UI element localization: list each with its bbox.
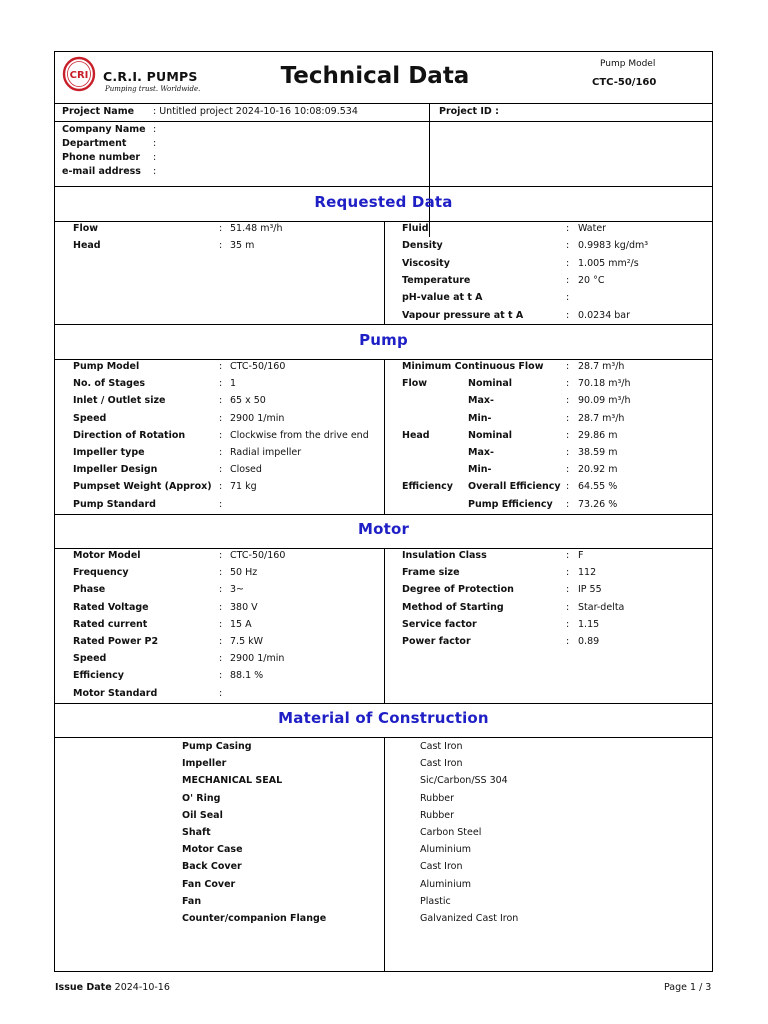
material-part: MECHANICAL SEAL: [182, 775, 283, 787]
motor-value: F: [578, 550, 584, 561]
pump-colon: :: [219, 481, 223, 493]
requested-label: Fluid: [402, 223, 429, 234]
material-value: Rubber: [420, 809, 455, 821]
motor-colon: :: [566, 584, 570, 596]
material-value: Plastic: [420, 895, 451, 907]
company-field-sep: :: [153, 166, 157, 177]
motor-colon: :: [566, 618, 570, 630]
requested-label: pH-value at t A: [402, 292, 483, 304]
project-name-value: : Untitled project 2024-10-16 10:08:09.534: [153, 106, 358, 117]
material-part: Shaft: [182, 827, 211, 838]
motor-value: 3~: [230, 584, 245, 596]
pump-colon: :: [566, 498, 570, 510]
pump-colon: :: [566, 464, 570, 476]
pump-colon: :: [566, 395, 570, 407]
motor-label: Insulation Class: [402, 550, 487, 561]
material-part: Impeller: [182, 758, 227, 770]
pump-value: 28.7 m³/h: [578, 361, 625, 372]
motor-colon: :: [219, 618, 223, 630]
pump-sub-label: Min-: [468, 464, 492, 476]
pump-colon: :: [566, 378, 570, 390]
cri-logo-icon: [61, 56, 97, 92]
pump-colon: :: [219, 498, 223, 510]
motor-label: Method of Starting: [402, 601, 504, 613]
pump-colon: :: [566, 481, 570, 493]
company-field-sep: :: [153, 152, 157, 163]
material-value: Sic/Carbon/SS 304: [420, 775, 508, 787]
pump-sub-label: Max-: [468, 395, 494, 407]
material-value: Aluminium: [420, 844, 471, 856]
requested-colon: :: [566, 292, 570, 304]
motor-colon: :: [219, 550, 223, 561]
company-field-label: Department: [62, 138, 127, 149]
requested-colon: :: [566, 223, 570, 234]
motor-value: 380 V: [230, 601, 258, 613]
section-title-motor: Motor: [357, 520, 410, 538]
requested-colon: :: [566, 240, 570, 252]
company-field-label: e-mail address: [62, 166, 141, 177]
pump-colon: :: [566, 412, 570, 424]
material-part: O' Ring: [182, 792, 221, 804]
material-part: Fan: [182, 895, 202, 907]
page-number: Page 1 / 3: [664, 982, 712, 993]
pump-sub-label: Nominal: [468, 429, 513, 441]
pump-colon: :: [219, 429, 223, 441]
motor-label: Rated Voltage: [73, 601, 149, 613]
motor-value: 15 A: [230, 618, 252, 630]
requested-value: 35 m: [230, 240, 255, 252]
requested-value: 1.005 mm²/s: [578, 257, 639, 269]
motor-colon: :: [219, 653, 223, 665]
page-title: Technical Data: [280, 63, 470, 89]
pump-sub-label: Min-: [468, 412, 492, 424]
motor-colon: :: [219, 601, 223, 613]
requested-colon: :: [566, 274, 570, 286]
requested-label: Head: [73, 240, 101, 252]
material-part: Fan Cover: [182, 878, 236, 890]
motor-label: Frequency: [73, 567, 129, 579]
motor-label: Efficiency: [73, 670, 125, 682]
brand-name: C.R.I. PUMPS: [103, 69, 198, 84]
brand-tagline: Pumping trust. Worldwide.: [105, 85, 201, 93]
section-title-pump: Pump: [359, 331, 408, 349]
section-title-requested: Requested Data: [314, 193, 453, 211]
pump-label: Inlet / Outlet size: [73, 395, 166, 407]
pump-model-value: CTC-50/160: [592, 77, 657, 88]
motor-value: 7.5 kW: [230, 636, 264, 647]
issue-date-label: Issue Date: [55, 982, 112, 993]
pump-value: Radial impeller: [230, 447, 302, 458]
requested-label: Flow: [73, 223, 99, 234]
motor-value: 0.89: [578, 636, 600, 647]
pump-sub-label: Pump Efficiency: [468, 498, 553, 510]
section-title-materials: Material of Construction: [278, 709, 489, 727]
company-field-sep: :: [153, 124, 157, 135]
motor-colon: :: [566, 567, 570, 579]
company-field-label: Company Name: [62, 124, 146, 135]
requested-label: Temperature: [402, 274, 471, 286]
pump-label: Impeller Design: [73, 464, 158, 476]
motor-label: Phase: [73, 584, 106, 596]
project-name-label: Project Name: [62, 106, 135, 117]
motor-label: Motor Standard: [73, 687, 158, 699]
material-part: Pump Casing: [182, 741, 252, 752]
requested-colon: :: [219, 240, 223, 252]
svg-text:CRI: CRI: [69, 70, 89, 81]
motor-label: Rated Power P2: [73, 636, 159, 647]
motor-label: Speed: [73, 653, 107, 665]
requested-value: Water: [578, 223, 607, 234]
material-part: Motor Case: [182, 844, 243, 856]
motor-colon: :: [566, 636, 570, 647]
pump-value: 90.09 m³/h: [578, 395, 631, 407]
material-value: Rubber: [420, 792, 455, 804]
pump-label: Pump Model: [73, 361, 140, 372]
material-value: Aluminium: [420, 878, 471, 890]
pump-colon: :: [219, 395, 223, 407]
company-field-sep: :: [153, 138, 157, 149]
motor-colon: :: [566, 550, 570, 561]
pump-sub-label: Nominal: [468, 378, 513, 390]
project-id-label: Project ID :: [439, 106, 499, 117]
pump-colon: :: [566, 429, 570, 441]
requested-label: Density: [402, 240, 443, 252]
pump-value: 28.7 m³/h: [578, 412, 625, 424]
motor-value: 2900 1/min: [230, 653, 285, 665]
requested-colon: :: [566, 257, 570, 269]
technical-data-sheet: [54, 51, 713, 972]
pump-label: Pumpset Weight (Approx): [73, 481, 212, 493]
pump-label: No. of Stages: [73, 378, 146, 390]
pump-model-label: Pump Model: [600, 59, 656, 69]
motor-label: Power factor: [402, 636, 471, 647]
material-value: Cast Iron: [420, 741, 463, 752]
material-part: Counter/companion Flange: [182, 913, 327, 924]
pump-colon: :: [219, 464, 223, 476]
motor-colon: :: [219, 636, 223, 647]
pump-value: 1: [230, 378, 237, 390]
requested-value: 51.48 m³/h: [230, 223, 283, 234]
motor-colon: :: [219, 567, 223, 579]
pump-label: Direction of Rotation: [73, 429, 186, 441]
requested-colon: :: [219, 223, 223, 234]
pump-value: 20.92 m: [578, 464, 618, 476]
pump-group-label: Flow: [402, 378, 428, 390]
pump-value: 71 kg: [230, 481, 257, 493]
pump-value: CTC-50/160: [230, 361, 286, 372]
motor-label: Frame size: [402, 567, 460, 579]
pump-colon: :: [219, 412, 223, 424]
pump-colon: :: [219, 447, 223, 458]
requested-colon: :: [566, 309, 570, 321]
pump-sub-label: Max-: [468, 447, 494, 458]
motor-value: 88.1 %: [230, 670, 264, 682]
pump-value: 64.55 %: [578, 481, 618, 493]
material-value: Carbon Steel: [420, 827, 482, 838]
pump-label: Speed: [73, 412, 107, 424]
requested-value: 0.0234 bar: [578, 309, 631, 321]
motor-label: Degree of Protection: [402, 584, 514, 596]
pump-group-label: Efficiency: [402, 481, 454, 493]
material-part: Back Cover: [182, 861, 242, 873]
requested-label: Viscosity: [402, 257, 450, 269]
issue-date-value: 2024-10-16: [114, 982, 170, 993]
pump-colon: :: [566, 447, 570, 458]
requested-value: 20 °C: [578, 274, 605, 286]
pump-value: 65 x 50: [230, 395, 266, 407]
pump-value: 2900 1/min: [230, 412, 285, 424]
material-part: Oil Seal: [182, 809, 223, 821]
pump-colon: :: [566, 361, 570, 372]
motor-value: IP 55: [578, 584, 602, 596]
pump-value: Clockwise from the drive end: [230, 429, 369, 441]
motor-value: Star-delta: [578, 601, 625, 613]
motor-value: 50 Hz: [230, 567, 258, 579]
pump-label: Impeller type: [73, 447, 145, 458]
motor-label: Rated current: [73, 618, 148, 630]
pump-value: 38.59 m: [578, 447, 618, 458]
issue-date: [55, 982, 170, 993]
pump-group-label: Minimum Continuous Flow: [402, 361, 544, 372]
pump-colon: :: [219, 361, 223, 372]
pump-value: Closed: [230, 464, 262, 476]
motor-value: 112: [578, 567, 597, 579]
motor-label: Service factor: [402, 618, 477, 630]
motor-colon: :: [219, 670, 223, 682]
material-value: Galvanized Cast Iron: [420, 913, 519, 924]
material-value: Cast Iron: [420, 758, 463, 770]
pump-value: 29.86 m: [578, 429, 618, 441]
motor-value: 1.15: [578, 618, 600, 630]
pump-group-label: Head: [402, 429, 430, 441]
motor-label: Motor Model: [73, 550, 141, 561]
requested-label: Vapour pressure at t A: [402, 309, 524, 321]
pump-colon: :: [219, 378, 223, 390]
company-field-label: Phone number: [62, 152, 141, 163]
pump-sub-label: Overall Efficiency: [468, 481, 561, 493]
pump-label: Pump Standard: [73, 498, 156, 510]
motor-colon: :: [219, 584, 223, 596]
pump-value: 70.18 m³/h: [578, 378, 631, 390]
pump-value: 73.26 %: [578, 498, 618, 510]
motor-value: CTC-50/160: [230, 550, 286, 561]
motor-colon: :: [566, 601, 570, 613]
requested-value: 0.9983 kg/dm³: [578, 240, 649, 252]
material-value: Cast Iron: [420, 861, 463, 873]
motor-colon: :: [219, 687, 223, 699]
